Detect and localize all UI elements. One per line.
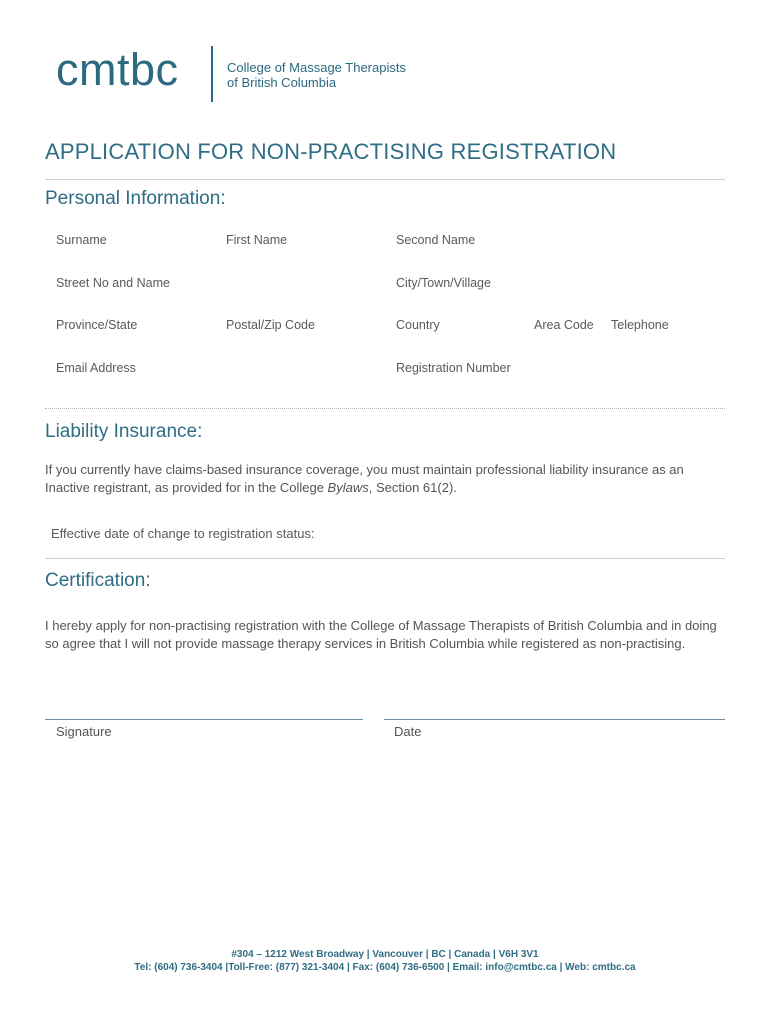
- first-name-field[interactable]: First Name: [226, 233, 288, 247]
- liability-paragraph: [45, 461, 725, 497]
- postal-code-field[interactable]: Postal/Zip Code: [226, 318, 315, 332]
- registration-number-field[interactable]: Registration Number: [396, 361, 511, 375]
- email-field[interactable]: Email Address: [56, 361, 136, 375]
- city-field[interactable]: City/Town/Village: [396, 276, 491, 290]
- street-field[interactable]: Street No and Name: [56, 276, 170, 290]
- logo-divider: [211, 46, 213, 102]
- signature-label: Signature: [56, 724, 112, 739]
- liability-text-end: , Section 61(2).: [368, 480, 457, 495]
- certification-heading: Certification:: [45, 570, 151, 591]
- date-line[interactable]: [384, 719, 725, 720]
- page-title: APPLICATION FOR NON-PRACTISING REGISTRATION: [45, 139, 617, 164]
- surname-field[interactable]: Surname: [56, 233, 107, 247]
- liability-text: If you currently have claims-based insurance coverage, you must maintain professional liability insurance as an Inactive registrant, as provided for in the College: [45, 462, 684, 495]
- area-code-field[interactable]: Area Code: [534, 318, 594, 332]
- org-name-line2: of British Columbia: [227, 75, 337, 90]
- liability-divider: [45, 558, 725, 559]
- telephone-field[interactable]: Telephone: [611, 318, 669, 332]
- org-name-line1: College of Massage Therapists: [227, 60, 406, 75]
- effective-date-field[interactable]: Effective date of change to registration status:: [51, 526, 315, 541]
- certification-text: I hereby apply for non-practising registration with the College of Massage Therapists of British Columbia and in doing so agree that I will not provide massage therapy services in British Columbia while registered as non-practising.: [45, 618, 717, 651]
- province-field[interactable]: Province/State: [56, 318, 138, 332]
- liability-heading: Liability Insurance:: [45, 421, 203, 442]
- logo-wordmark: cmtbc: [56, 44, 179, 95]
- signature-line[interactable]: [45, 719, 363, 720]
- org-name: [227, 60, 406, 90]
- title-divider: [45, 179, 725, 180]
- second-name-field[interactable]: Second Name: [396, 233, 476, 247]
- personal-info-divider: [45, 408, 725, 409]
- date-label: Date: [394, 724, 422, 739]
- bylaws-reference: Bylaws: [327, 480, 369, 495]
- footer-address: #304 – 1212 West Broadway | Vancouver | BC | Canada | V6H 3V1: [231, 949, 539, 960]
- country-field[interactable]: Country: [396, 318, 440, 332]
- personal-info-heading: Personal Information:: [45, 188, 226, 209]
- footer-contact: Tel: (604) 736-3404 |Toll-Free: (877) 321-3404 | Fax: (604) 736-6500 | Email: info@cmtbc.ca | Web: cmtbc.ca: [134, 962, 636, 973]
